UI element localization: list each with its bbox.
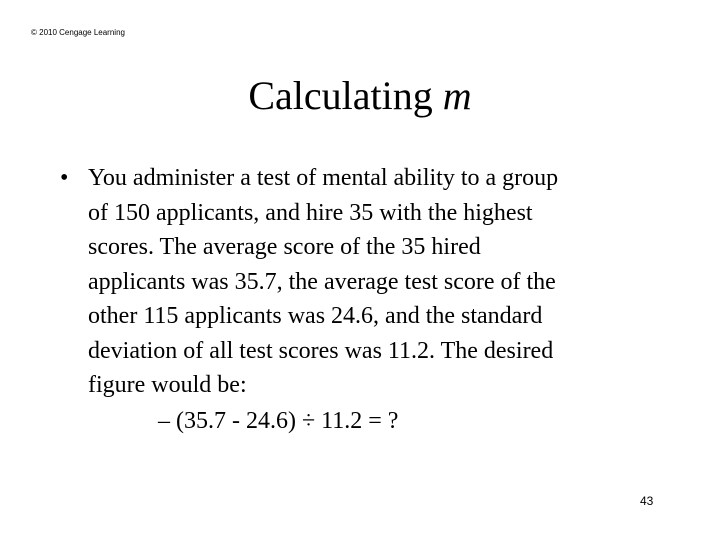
bullet-line: other 115 applicants was 24.6, and the standard: [88, 303, 543, 329]
slide-title-variable: m: [442, 73, 472, 118]
slide-title-text: Calculating: [248, 73, 443, 118]
bullet-line: of 150 applicants, and hire 35 with the highest: [88, 199, 533, 226]
bullet-text: [88, 161, 650, 403]
bullet-line: deviation of all test scores was 11.2. The desired: [88, 337, 554, 364]
bullet-line: applicants was 35.7, the average test score of the: [88, 268, 556, 295]
slide-title: [0, 72, 720, 120]
copyright-notice: © 2010 Cengage Learning: [31, 28, 125, 37]
bullet-line: figure would be:: [88, 372, 247, 398]
bullet-marker: •: [60, 165, 69, 191]
bullet-line: You administer a test of mental ability to a group: [88, 165, 559, 191]
sub-bullet-formula: – (35.7 - 24.6) ÷ 11.2 = ?: [158, 408, 399, 434]
bullet-line: scores. The average score of the 35 hired: [88, 234, 481, 260]
page-number: 43: [640, 494, 654, 508]
bullet-item: [60, 161, 650, 403]
